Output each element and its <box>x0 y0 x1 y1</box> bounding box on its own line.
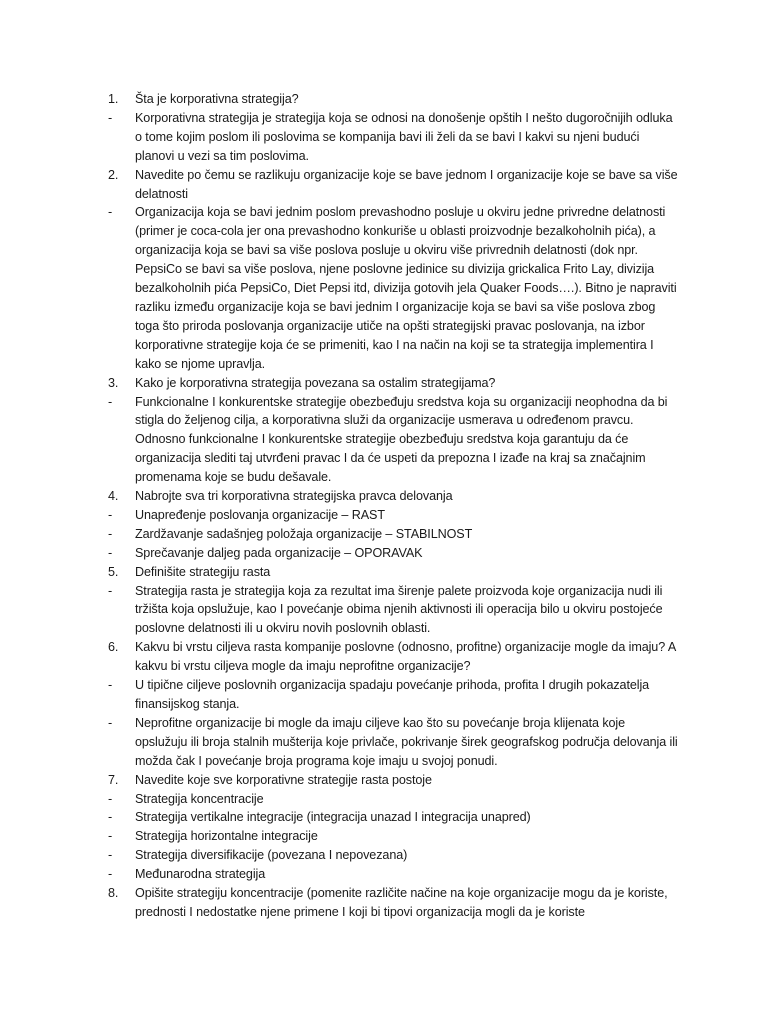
answer-text: Sprečavanje daljeg pada organizacije – OPORAVAK <box>135 545 423 560</box>
list-item <box>108 525 678 544</box>
list-item <box>108 393 678 488</box>
answer-text: Međunarodna strategija <box>135 867 266 882</box>
list-item <box>108 166 678 204</box>
list-marker: 1. <box>108 92 119 106</box>
list-item <box>108 790 678 809</box>
list-marker: - <box>108 867 113 882</box>
document-body <box>108 90 678 922</box>
list-item <box>108 374 678 393</box>
list-item <box>108 638 678 676</box>
answer-text: Zardžavanje sadašnjeg položaja organizacije – STABILNOST <box>135 526 473 541</box>
answer-text: Funkcionalne I konkurentske strategije obezbeđuju sredstva koja su organizaciji neophodna da bi stigla do željenog cilja, a korporativna služi da organizacije usmerava u određenom pravcu. Odnosno funkcionalne I konkurentske strategije obezbeđuju sredstva koja garantuju da će organizacija slediti taj utvrđeni pravac I da će uspeti da prepozna I izađe na kraj sa značajnim promenama koje se budu dešavale. <box>135 394 668 485</box>
answer-text: Strategija rasta je strategija koja za rezultat ima širenje palete proizvoda koje organizacija nudi ili tržišta koja opslužuje, kao I povećanje obima njenih aktivnosti ili operacija bilo u okviru postojeće poslovne delatnosti ili u okviru novih poslovnih oblasti. <box>135 583 663 636</box>
list-item <box>108 582 678 639</box>
answer-text: U tipične ciljeve poslovnih organizacija spadaju povećanje prihoda, profita I drugih pokazatelja finansijskog stanja. <box>135 678 650 711</box>
list-marker: - <box>108 394 113 409</box>
question-text: Šta je korporativna strategija? <box>135 92 299 106</box>
list-marker: 7. <box>108 772 119 787</box>
list-item <box>108 563 678 582</box>
list-marker: - <box>108 545 113 560</box>
list-item <box>108 90 678 109</box>
list-item <box>108 884 678 922</box>
list-item <box>108 203 678 373</box>
list-marker: - <box>108 110 113 125</box>
list-marker: 3. <box>108 375 119 390</box>
list-item <box>108 808 678 827</box>
list-item <box>108 676 678 714</box>
answer-text: Strategija horizontalne integracije <box>135 829 318 844</box>
question-text: Kako je korporativna strategija povezana sa ostalim strategijama? <box>135 375 496 390</box>
answer-text: Strategija vertikalne integracije (integracija unazad I integracija unapred) <box>135 810 531 825</box>
answer-text: Unapređenje poslovanja organizacije – RAST <box>135 507 385 522</box>
list-marker: - <box>108 583 113 598</box>
answer-text: Strategija koncentracije <box>135 791 264 806</box>
list-marker: - <box>108 791 113 806</box>
list-marker: - <box>108 205 113 220</box>
list-marker: 6. <box>108 640 119 655</box>
list-item <box>108 771 678 790</box>
list-marker: 5. <box>108 564 119 579</box>
list-item <box>108 109 678 166</box>
question-text: Navedite koje sve korporativne strategije rasta postoje <box>135 772 432 787</box>
answer-text: Korporativna strategija je strategija koja se odnosi na donošenje opštih I nešto dugoročnijih odluka o tome kojim poslom ili poslovima se kompanija bavi ili želi da se bavi I kakvi su njeni budući planovi u vezi sa tim poslovima. <box>135 110 673 163</box>
question-text: Nabrojte sva tri korporativna strategijska pravca delovanja <box>135 489 453 504</box>
list-item <box>108 506 678 525</box>
list-marker: - <box>108 678 113 693</box>
question-text: Navedite po čemu se razlikuju organizacije koje se bave jednom I organizacije koje se bave sa više delatnosti <box>135 167 678 201</box>
list-marker: 4. <box>108 489 119 504</box>
answer-text: Neprofitne organizacije bi mogle da imaju ciljeve kao što su povećanje broja klijenata koje opslužuju ili broja stalnih mušterija koje privlače, pokrivanje širek geografskog područja delovanja ili možda čak I povećanje broja programa koje imaju u svojoj ponudi. <box>135 715 678 768</box>
list-item <box>108 827 678 846</box>
question-text: Kakvu bi vrstu ciljeva rasta kompanije poslovne (odnosno, profitne) organizacije mogle da imaju? A kakvu bi vrstu ciljeva mogle da imaju neprofitne organizacije? <box>135 640 676 674</box>
answer-text: Strategija diversifikacije (povezana I nepovezana) <box>135 848 408 863</box>
list-marker: 8. <box>108 886 119 901</box>
list-item <box>108 487 678 506</box>
list-marker: - <box>108 715 113 730</box>
list-marker: 2. <box>108 167 119 182</box>
list-marker: - <box>108 829 113 844</box>
list-item <box>108 846 678 865</box>
question-text: Opišite strategiju koncentracije (pomenite različite načine na koje organizacije mogu da je koriste, prednosti I nedostatke njene primene I koji bi tipovi organizacija mogli da je koriste <box>135 886 668 919</box>
list-item <box>108 865 678 884</box>
question-text: Definišite strategiju rasta <box>135 564 271 579</box>
list-marker: - <box>108 810 113 825</box>
list-marker: - <box>108 526 113 541</box>
list-marker: - <box>108 507 113 522</box>
answer-text: Organizacija koja se bavi jednim poslom prevashodno posluje u okviru jedne privredne delatnosti (primer je coca-cola jer ona prevashodno konkuriše u oblasti proizvodnje bezalkoholnih pića), a organizacija koja se bavi sa više poslova posluje u okviru više privrednih delatnosti (dok npr. PepsiCo se bavi sa više poslova, njene poslovne jedinice su divizija grickalica Frito Lay, divizija bezalkoholnih pića PepsiCo, Diet Pepsi itd, divizija gotovih jela Quaker Foods….). Bitno je napraviti razliku između organizacije koja se bavi jednim I organizacije koja se bavi sa više poslova zbog toga što priroda poslovanja organizacije utiče na opšti strategijski pravac poslovanja, na izbor korporativne strategije koja će se primeniti, kao I na način na koji se ta strategija implementira I kako se njome upravlja. <box>135 205 677 371</box>
list-item <box>108 714 678 771</box>
list-item <box>108 544 678 563</box>
list-marker: - <box>108 848 113 863</box>
